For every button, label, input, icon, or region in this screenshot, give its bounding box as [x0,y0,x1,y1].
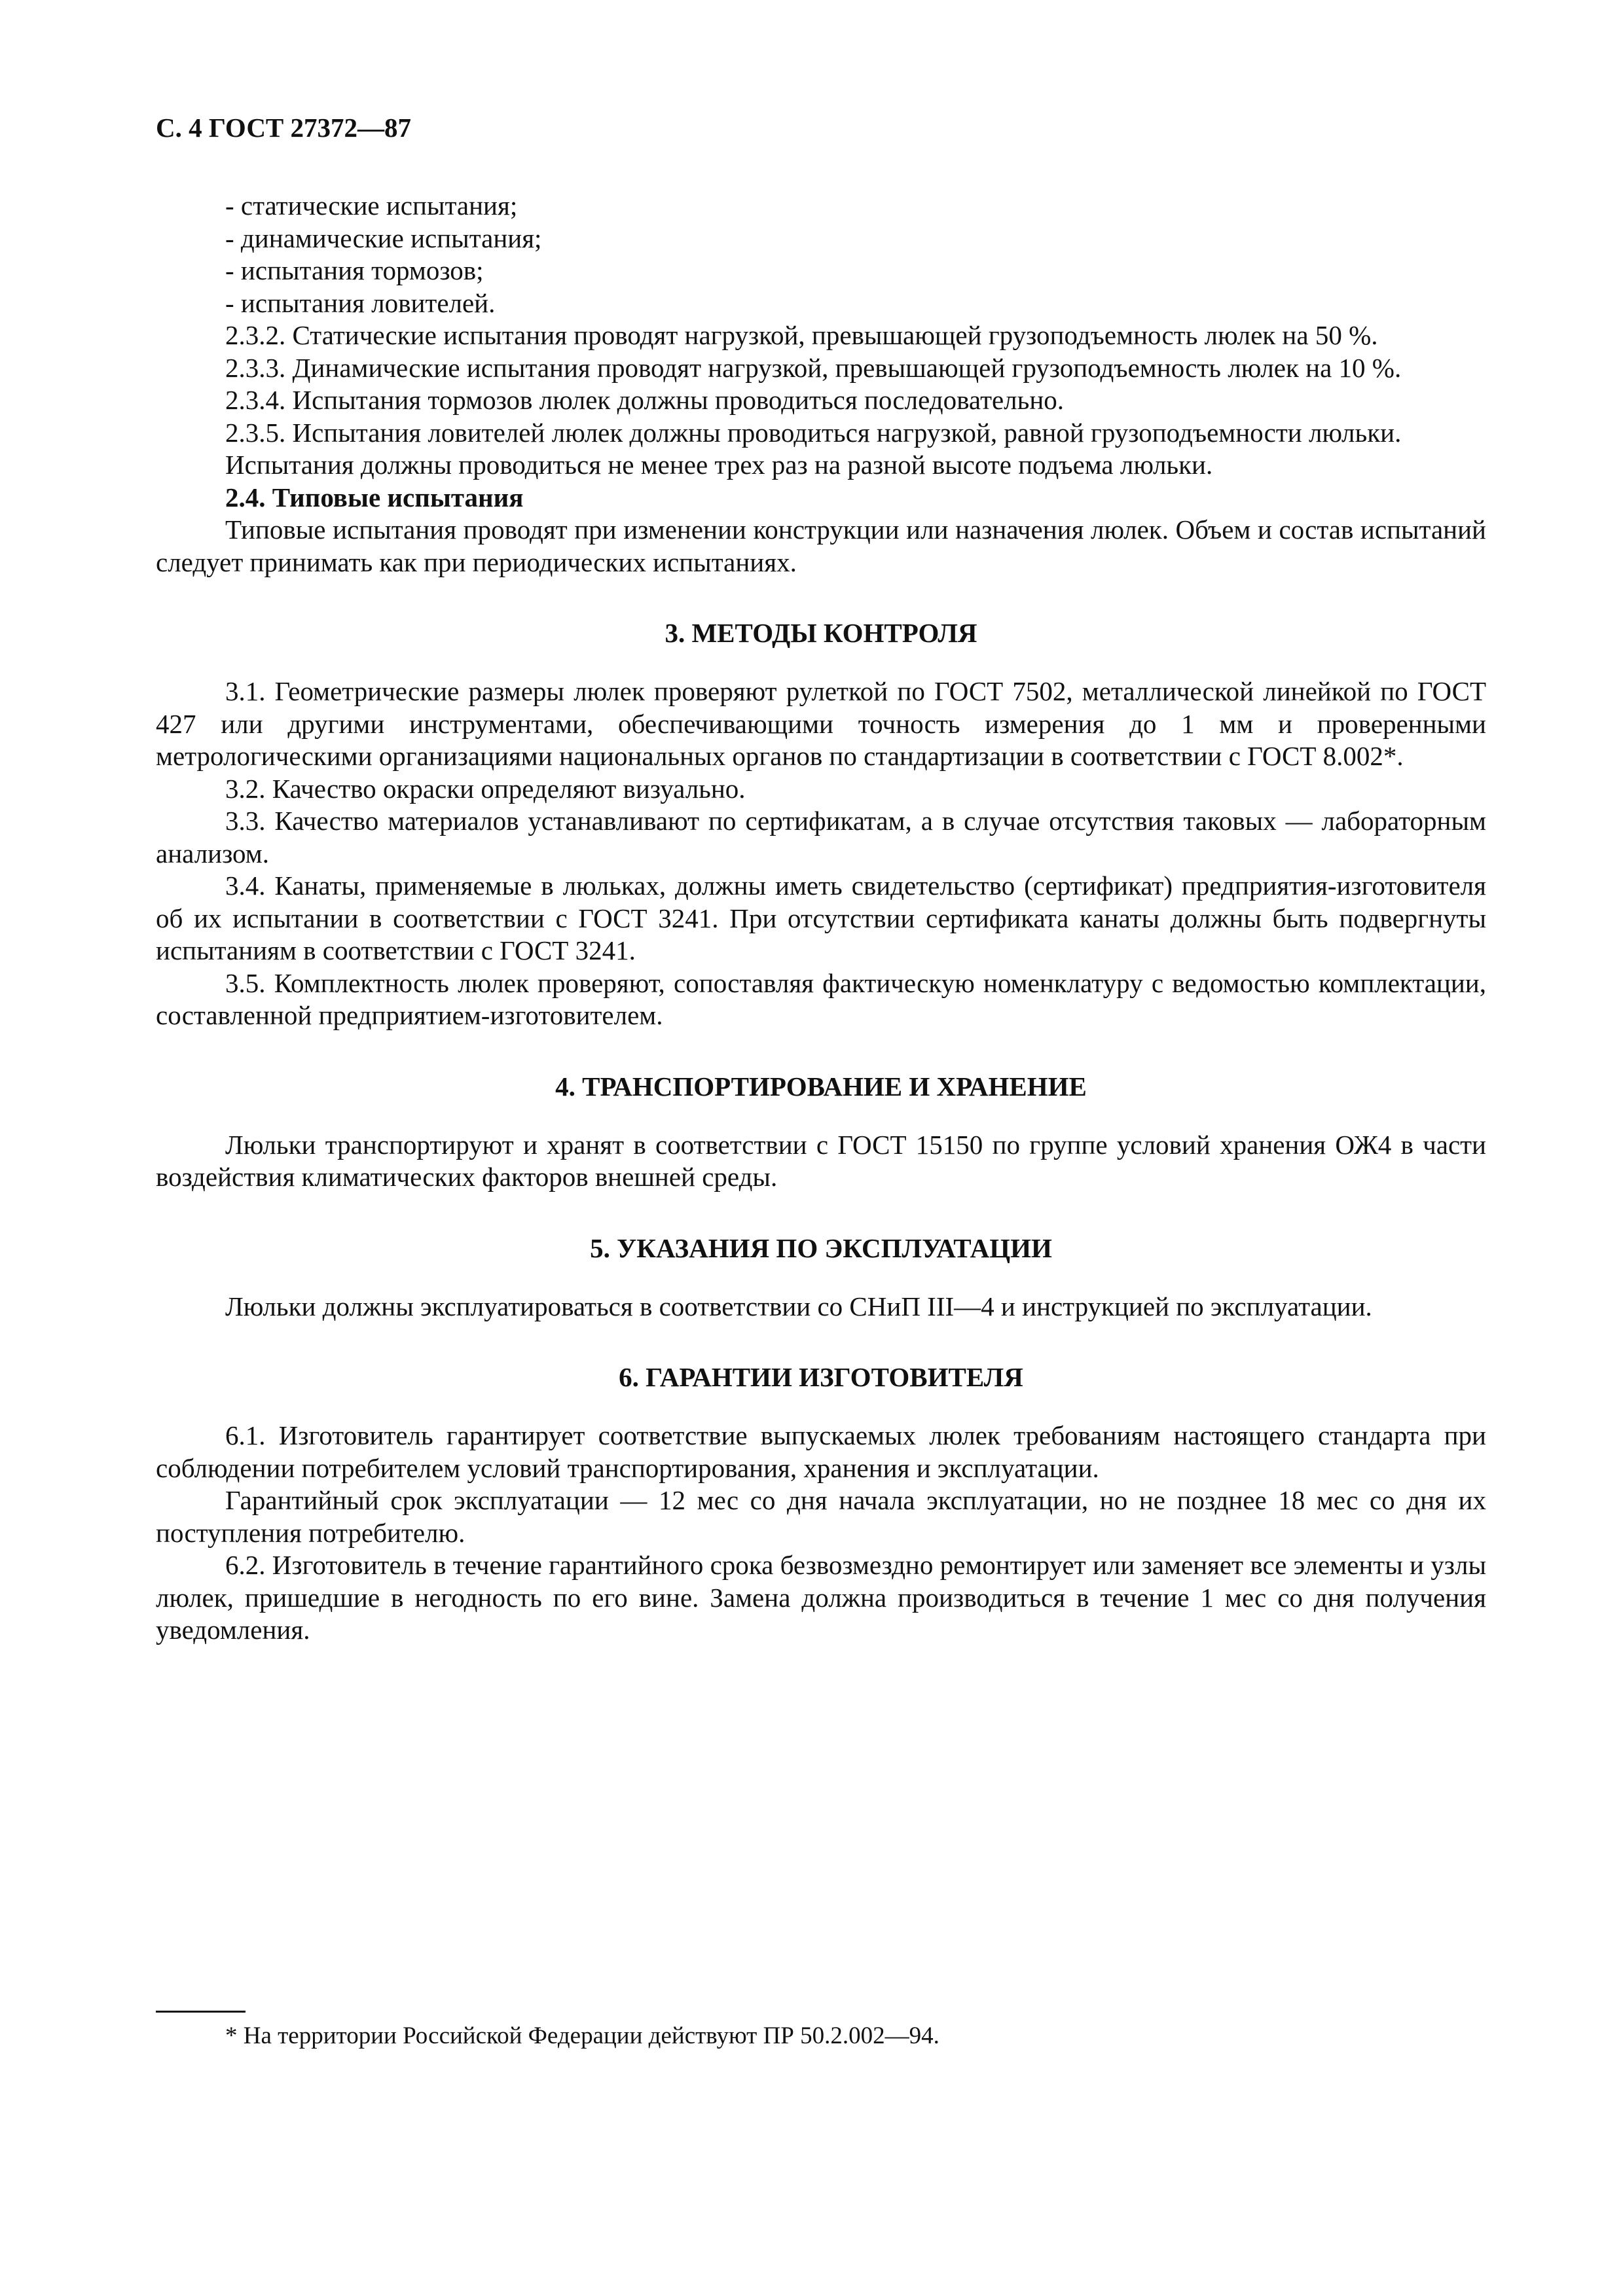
paragraph-4: Люльки транспортируют и хранят в соответствии с ГОСТ 15150 по группе условий хранения ОЖ4 в части воздействия климатических факторов внешней среды. [156,1129,1486,1192]
list-item: - испытания ловителей. [225,287,496,318]
page-header: С. 4 ГОСТ 27372—87 [156,113,412,143]
paragraph-6-1: 6.1. Изготовитель гарантирует соответствие выпускаемых люлек требованиям настоящего стандарта при соблюдении потребителем условий транспортирования, хранения и эксплуатации. [156,1420,1486,1483]
paragraph-2-4: Типовые испытания проводят при изменении конструкции или назначения люлек. Объем и состав испытаний следует принимать как при периодических испытаниях. [156,514,1486,577]
paragraph-6-2: 6.2. Изготовитель в течение гарантийного срока безвозмездно ремонтирует или заменяет все элементы и узлы люлек, пришедшие в негодность по его вине. Замена должна производиться в течение 1 мес со дня получения уведомления. [156,1550,1486,1645]
list-item: - испытания тормозов; [225,255,484,285]
list-item: - динамические испытания; [225,223,542,253]
footnote: * На территории Российской Федерации действуют ПР 50.2.002—94. [225,2022,939,2049]
paragraph-2-3-2: 2.3.2. Статические испытания проводят нагрузкой, превышающей грузоподъемность люлек на 50 %. [225,320,1378,350]
paragraph-3-2: 3.2. Качество окраски определяют визуально. [225,773,746,804]
list-item: - статические испытания; [225,190,518,221]
subsection-2-4-title: 2.4. Типовые испытания [225,482,524,512]
section-5-title: 5. УКАЗАНИЯ ПО ЭКСПЛУАТАЦИИ [590,1232,1052,1263]
section-3-title: 3. МЕТОДЫ КОНТРОЛЯ [665,618,977,648]
paragraph-3-5: 3.5. Комплектность люлек проверяют, сопоставляя фактическую номенклатуру с ведомостью комплектации, составленной предприятием-изготовителем. [156,967,1486,1030]
paragraph-3-1: 3.1. Геометрические размеры люлек проверяют рулеткой по ГОСТ 7502, металлической линейкой по ГОСТ 427 или другими инструментами, обеспечивающими точность измерения до 1 мм и проверенными метрологическими организациями национальных органов по стандартизации в соответствии с ГОСТ 8.002*. [156,676,1486,771]
section-4-title: 4. ТРАНСПОРТИРОВАНИЕ И ХРАНЕНИЕ [555,1071,1087,1102]
document-page [156,111,1486,1647]
paragraph-5: Люльки должны эксплуатироваться в соответствии со СНиП III—4 и инструкцией по эксплуатации. [225,1291,1372,1321]
section-6-title: 6. ГАРАНТИИ ИЗГОТОВИТЕЛЯ [619,1362,1023,1392]
paragraph-6-1-warranty: Гарантийный срок эксплуатации — 12 мес со дня начала эксплуатации, но не позднее 18 мес со дня их поступления потребителю. [156,1485,1486,1548]
paragraph-2-3-5: 2.3.5. Испытания ловителей люлек должны проводиться нагрузкой, равной грузоподъемности люльки. [225,417,1402,448]
paragraph-3-3: 3.3. Качество материалов устанавливают по сертификатам, а в случае отсутствия таковых — лабораторным анализом. [156,806,1486,869]
paragraph-2-3-4: 2.3.4. Испытания тормозов люлек должны проводиться последовательно. [225,385,1065,415]
paragraph-2-3-5-note: Испытания должны проводиться не менее трех раз на разной высоте подъема люльки. [225,450,1213,480]
footnote-divider [156,2011,246,2013]
paragraph-3-4: 3.4. Канаты, применяемые в люльках, должны иметь свидетельство (сертификат) предприятия-изготовителя об их испытании в соответствии с ГОСТ 3241. При отсутствии сертификата канаты должны быть подвергнуты испытаниям в соответствии с ГОСТ 3241. [156,870,1486,965]
paragraph-2-3-3: 2.3.3. Динамические испытания проводят нагрузкой, превышающей грузоподъемность люлек на 10 %. [225,352,1402,383]
